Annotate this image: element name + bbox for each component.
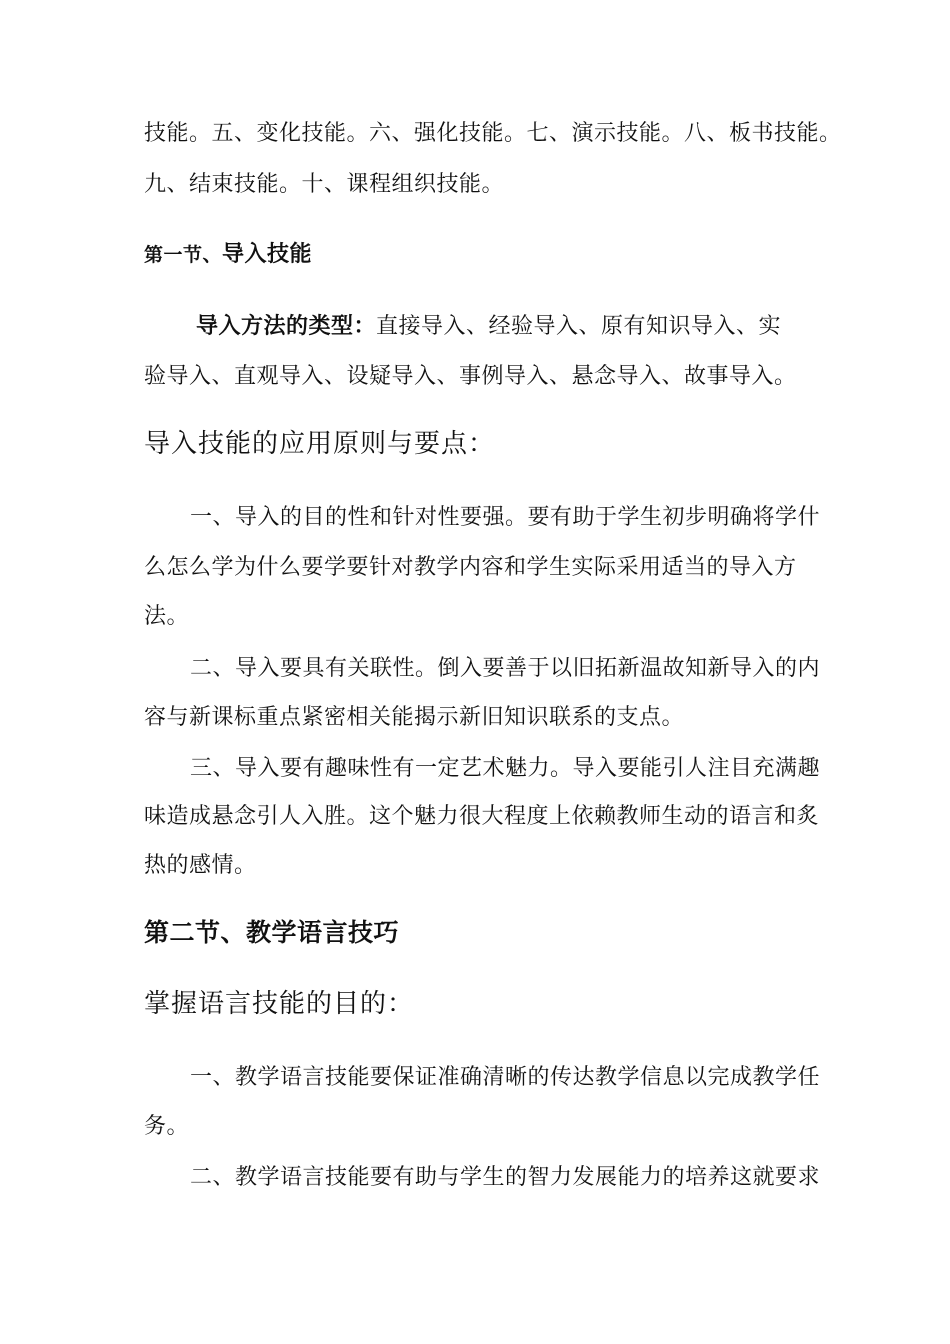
principle-1-line-3: 法。: [144, 604, 190, 629]
principle-2-line-1: 二、导入要具有关联性。倒入要善于以旧拓新温故知新导入的内: [190, 656, 821, 681]
principles-heading: 导入技能的应用原则与要点：: [144, 429, 496, 459]
principle-1-line-2: 么怎么学为什么要学要针对教学内容和学生实际采用适当的导入方: [144, 555, 797, 580]
intro-line-1: 技能。五、变化技能。六、强化技能。七、演示技能。八、板书技能。: [144, 121, 842, 146]
principle-3-line-3: 热的感情。: [144, 853, 257, 878]
section-1-heading: [144, 240, 312, 270]
principle-3-line-1: 三、导入要有趣味性有一定艺术魅力。导入要能引人注目充满趣: [190, 756, 821, 781]
goal-2-line-1: 二、教学语言技能要有助与学生的智力发展能力的培养这就要求: [190, 1165, 821, 1190]
section-2-heading: 第二节、教学语言技巧: [144, 918, 400, 947]
types-label: 导入方法的类型：: [196, 314, 377, 339]
types-line-1: [196, 312, 781, 342]
goal-1-line-1: 一、教学语言技能要保证准确清晰的传达教学信息以完成教学任: [190, 1065, 821, 1090]
goal-1-line-2: 务。: [144, 1114, 190, 1139]
principle-2-line-2: 容与新课标重点紧密相关能揭示新旧知识联系的支点。: [144, 705, 685, 730]
intro-line-2: 九、结束技能。十、课程组织技能。: [144, 172, 505, 197]
types-line-2: 验导入、直观导入、设疑导入、事例导入、悬念导入、故事导入。: [144, 364, 797, 389]
principle-3-line-2: 味造成悬念引人入胜。这个魅力很大程度上依赖教师生动的语言和炙: [144, 804, 820, 829]
principle-1-line-1: 一、导入的目的性和针对性要强。要有助于学生初步明确将学什: [190, 505, 821, 530]
goals-heading: 掌握语言技能的目的：: [144, 989, 415, 1019]
section-1-heading-title: 导入技能: [222, 242, 313, 267]
section-1-heading-prefix: 第一节、: [144, 244, 223, 266]
types-text-1: 直接导入、经验导入、原有知识导入、实: [376, 314, 782, 339]
